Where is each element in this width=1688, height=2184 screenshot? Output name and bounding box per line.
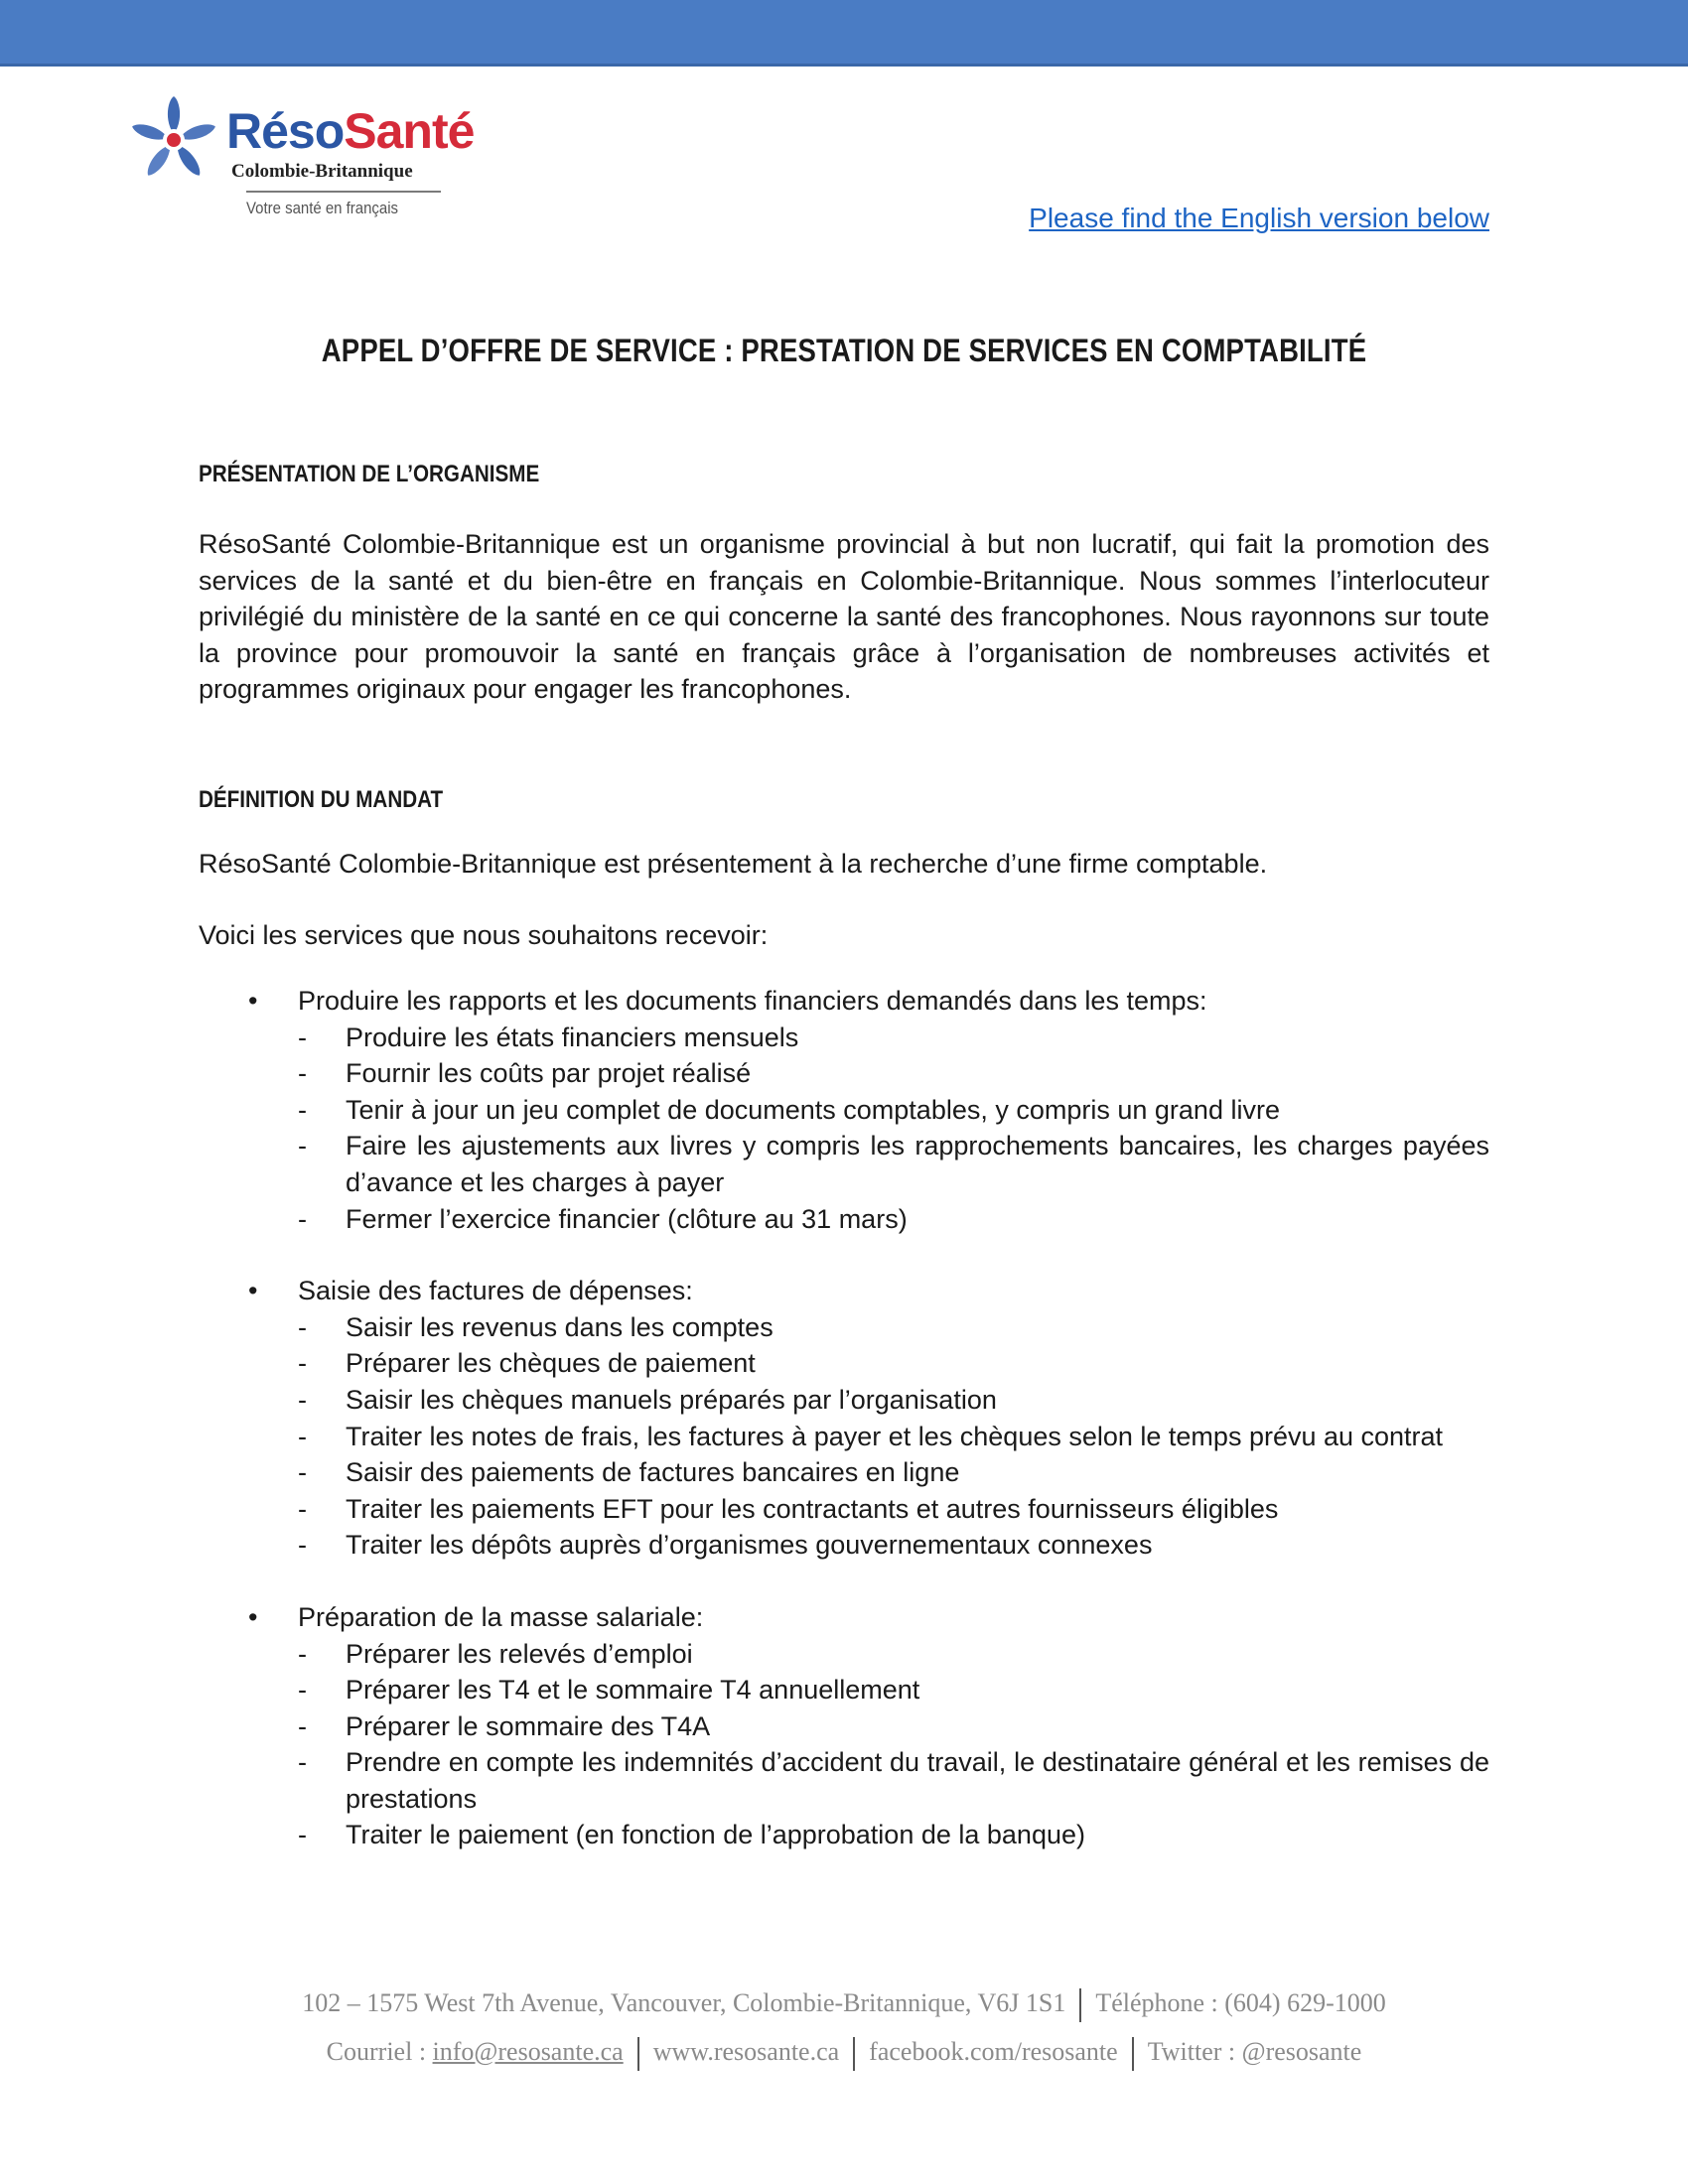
dash-icon: - bbox=[298, 1022, 307, 1052]
dash-icon: - bbox=[298, 1675, 307, 1706]
service-item-text: Produire les états financiers mensuels bbox=[346, 1022, 799, 1052]
service-item bbox=[248, 1491, 1489, 1528]
service-item-text: Saisir les chèques manuels préparés par l’organisation bbox=[346, 1384, 997, 1415]
logo-subtitle: Colombie-Britannique bbox=[231, 161, 413, 182]
service-item-text: Préparer les chèques de paiement bbox=[346, 1348, 756, 1379]
service-item-text: Tenir à jour un jeu complet de documents comptables, y compris un grand livre bbox=[346, 1094, 1280, 1125]
dash-icon: - bbox=[298, 1421, 307, 1451]
service-item bbox=[248, 1672, 1489, 1708]
service-group-label: Saisie des factures de dépenses: bbox=[298, 1276, 693, 1306]
logo-divider bbox=[246, 191, 441, 193]
top-color-bar bbox=[0, 0, 1688, 67]
dash-icon: - bbox=[298, 1820, 307, 1850]
dash-icon: - bbox=[298, 1384, 307, 1415]
dash-icon: - bbox=[298, 1058, 307, 1089]
footer-separator bbox=[1079, 1988, 1081, 2022]
service-item-text: Fournir les coûts par projet réalisé bbox=[346, 1058, 752, 1089]
service-item bbox=[248, 1309, 1489, 1346]
service-item-text: Fermer l’exercice financier (clôture au 31 mars) bbox=[346, 1203, 908, 1234]
service-group bbox=[248, 983, 1489, 1237]
service-item bbox=[248, 1201, 1489, 1238]
footer-website-link[interactable]: www.resosante.ca bbox=[652, 2037, 840, 2066]
services-list bbox=[248, 983, 1489, 1889]
service-item-text: Traiter les dépôts auprès d’organismes gouvernementaux connexes bbox=[346, 1530, 1153, 1561]
service-item bbox=[248, 1708, 1489, 1745]
service-item bbox=[248, 1345, 1489, 1382]
mandat-heading: DÉFINITION DU MANDAT bbox=[199, 786, 444, 813]
footer-email-link[interactable]: info@resosante.ca bbox=[432, 2037, 624, 2066]
presentation-heading: PRÉSENTATION DE L’ORGANISME bbox=[199, 461, 540, 487]
service-item-text: Traiter le paiement (en fonction de l’approbation de la banque) bbox=[346, 1820, 1085, 1850]
footer-separator bbox=[637, 2037, 639, 2071]
footer-separator bbox=[853, 2037, 855, 2071]
footer-address: 102 – 1575 West 7th Avenue, Vancouver, Colombie-Britannique, V6J 1S1 bbox=[302, 1988, 1066, 2017]
flower-logo-icon bbox=[129, 95, 218, 185]
dash-icon: - bbox=[298, 1710, 307, 1741]
presentation-paragraph: RésoSanté Colombie-Britannique est un organisme provincial à but non lucratif, qui fait la promotion des services de la santé et du bien-être en français en Colombie-Britannique. Nous sommes l’interlocuteur privilégié du ministère de la santé en ce qui concerne la santé des francophones. Nous rayonnons sur toute la province pour promouvoir la santé en français grâce à l’organisation de nombreuses activités et programmes originaux pour engager les francophones. bbox=[199, 529, 1489, 704]
service-item bbox=[248, 1419, 1489, 1455]
dash-icon: - bbox=[298, 1348, 307, 1379]
dash-icon: - bbox=[298, 1747, 307, 1778]
logo-brand: RésoSanté bbox=[226, 103, 475, 159]
document-title: APPEL D’OFFRE DE SERVICE : PRESTATION DE SERVICES EN COMPTABILITÉ bbox=[321, 333, 1367, 368]
footer-address-line bbox=[0, 1988, 1688, 2022]
dash-icon: - bbox=[298, 1311, 307, 1342]
footer-contact-line bbox=[0, 2037, 1688, 2071]
dash-icon: - bbox=[298, 1203, 307, 1234]
service-group bbox=[248, 1273, 1489, 1564]
service-group-label: Produire les rapports et les documents financiers demandés dans les temps: bbox=[298, 986, 1207, 1016]
footer-facebook-link[interactable]: facebook.com/resosante bbox=[869, 2037, 1118, 2066]
service-item bbox=[248, 1527, 1489, 1564]
resosante-logo bbox=[129, 95, 475, 229]
service-item bbox=[248, 1128, 1489, 1200]
service-item-text: Traiter les notes de frais, les factures à payer et les chèques selon le temps prévu au contrat bbox=[346, 1421, 1444, 1451]
bullet-icon: • bbox=[248, 986, 258, 1016]
dash-icon: - bbox=[298, 1530, 307, 1561]
service-item-text: Préparer les relevés d’emploi bbox=[346, 1638, 693, 1669]
service-item bbox=[248, 1055, 1489, 1092]
service-item bbox=[248, 1092, 1489, 1129]
service-item bbox=[248, 1817, 1489, 1853]
service-item-text: Traiter les paiements EFT pour les contractants et autres fournisseurs éligibles bbox=[346, 1493, 1279, 1524]
logo-tagline: Votre santé en français bbox=[246, 199, 399, 217]
service-item-text: Faire les ajustements aux livres y compris les rapprochements bancaires, les charges payées d’avance et les charges à payer bbox=[346, 1131, 1489, 1197]
dash-icon: - bbox=[298, 1638, 307, 1669]
service-item-text: Préparer les T4 et le sommaire T4 annuellement bbox=[346, 1675, 920, 1706]
service-item-text: Préparer le sommaire des T4A bbox=[346, 1710, 711, 1741]
service-item bbox=[248, 1382, 1489, 1419]
service-group bbox=[248, 1599, 1489, 1853]
service-item-text: Saisir des paiements de factures bancaires en ligne bbox=[346, 1457, 960, 1488]
service-item bbox=[248, 1744, 1489, 1817]
dash-icon: - bbox=[298, 1094, 307, 1125]
bullet-icon: • bbox=[248, 1601, 258, 1632]
service-group-label: Préparation de la masse salariale: bbox=[298, 1601, 704, 1632]
bullet-icon: • bbox=[248, 1276, 258, 1306]
footer-separator bbox=[1132, 2037, 1134, 2071]
dash-icon: - bbox=[298, 1457, 307, 1488]
service-item-text: Prendre en compte les indemnités d’accident du travail, le destinataire général et les remises de prestations bbox=[346, 1747, 1489, 1814]
footer-email-label: Courriel : bbox=[326, 2037, 433, 2066]
services-intro: Voici les services que nous souhaitons recevoir: bbox=[199, 920, 769, 950]
service-item bbox=[248, 1020, 1489, 1056]
service-item bbox=[248, 1454, 1489, 1491]
english-version-link[interactable]: Please find the English version below bbox=[1029, 203, 1489, 233]
service-item-text: Saisir les revenus dans les comptes bbox=[346, 1311, 774, 1342]
dash-icon: - bbox=[298, 1131, 307, 1161]
service-item bbox=[248, 1636, 1489, 1673]
dash-icon: - bbox=[298, 1493, 307, 1524]
footer-twitter[interactable]: Twitter : @resosante bbox=[1147, 2037, 1362, 2066]
mandat-intro: RésoSanté Colombie-Britannique est présentement à la recherche d’une firme comptable. bbox=[199, 849, 1268, 879]
footer-phone: Téléphone : (604) 629-1000 bbox=[1095, 1988, 1386, 2017]
